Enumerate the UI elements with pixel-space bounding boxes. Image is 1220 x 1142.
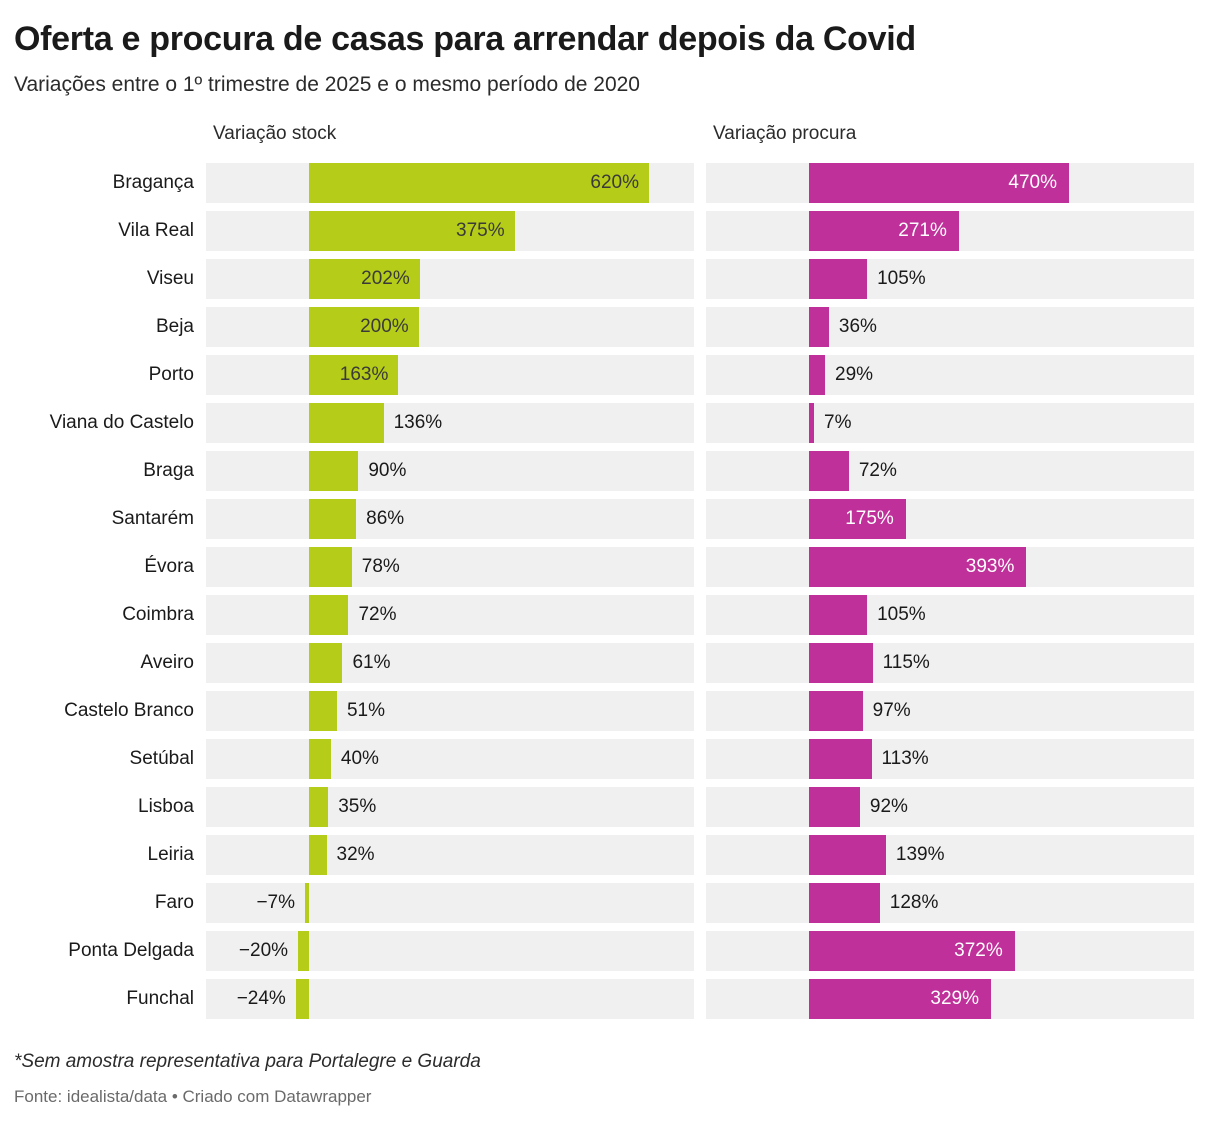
bar-track-stock-2 (206, 259, 694, 299)
bar-stock-5[interactable] (309, 403, 384, 443)
column-headers (14, 123, 1206, 151)
row-label-16: Ponta Delgada (68, 940, 194, 962)
row-label-9: Coimbra (122, 604, 194, 626)
bar-value-procura-17: 329% (930, 988, 979, 1010)
table-row (14, 447, 1206, 495)
row-label-4: Porto (148, 364, 194, 386)
bar-value-procura-7: 175% (845, 508, 894, 530)
bar-track-procura-14 (706, 835, 1194, 875)
bar-value-stock-10: 61% (352, 652, 391, 674)
bar-value-stock-14: 32% (336, 844, 375, 866)
bar-track-procura-4 (706, 355, 1194, 395)
bar-track-stock-1 (206, 211, 694, 251)
row-label-14: Leiria (147, 844, 194, 866)
row-label-13: Lisboa (138, 796, 194, 818)
bar-track-procura-10 (706, 643, 1194, 683)
bar-track-stock-16 (206, 931, 694, 971)
row-label-3: Beja (155, 316, 194, 338)
bar-stock-10[interactable] (309, 643, 342, 683)
bar-track-stock-4 (206, 355, 694, 395)
column-header-stock: Variação stock (213, 123, 337, 145)
bar-value-stock-15: −7% (256, 892, 295, 914)
bar-value-stock-0: 620% (590, 172, 639, 194)
bar-track-stock-17 (206, 979, 694, 1019)
bar-procura-15[interactable] (809, 883, 880, 923)
bar-track-stock-13 (206, 787, 694, 827)
bar-track-stock-6 (206, 451, 694, 491)
bar-value-procura-8: 393% (965, 556, 1015, 578)
table-row (14, 879, 1206, 927)
footnote: *Sem amostra representativa para Portalegre e Guarda (14, 1051, 481, 1073)
bar-procura-11[interactable] (809, 691, 863, 731)
bar-track-stock-11 (206, 691, 694, 731)
bar-track-procura-7 (706, 499, 1194, 539)
bar-track-procura-1 (706, 211, 1194, 251)
bar-track-procura-17 (706, 979, 1194, 1019)
bar-value-procura-11: 97% (872, 700, 911, 722)
row-label-11: Castelo Branco (64, 700, 194, 722)
table-row (14, 975, 1206, 1023)
column-header-procura: Variação procura (713, 123, 857, 145)
table-row (14, 735, 1206, 783)
bar-stock-15[interactable] (305, 883, 309, 923)
bar-track-stock-0 (206, 163, 694, 203)
bar-value-stock-17: −24% (236, 988, 286, 1010)
bar-track-stock-5 (206, 403, 694, 443)
table-row (14, 783, 1206, 831)
bar-value-procura-2: 105% (877, 268, 926, 290)
bar-track-procura-2 (706, 259, 1194, 299)
bar-stock-12[interactable] (309, 739, 331, 779)
row-label-2: Viseu (146, 268, 194, 290)
bar-track-procura-0 (706, 163, 1194, 203)
bar-stock-11[interactable] (309, 691, 337, 731)
bar-track-stock-8 (206, 547, 694, 587)
row-label-1: Vila Real (118, 220, 194, 242)
bar-value-stock-9: 72% (358, 604, 397, 626)
bar-track-stock-10 (206, 643, 694, 683)
bar-value-procura-10: 115% (882, 652, 930, 674)
table-row (14, 303, 1206, 351)
bar-stock-16[interactable] (298, 931, 309, 971)
bar-track-procura-6 (706, 451, 1194, 491)
bar-stock-9[interactable] (309, 595, 348, 635)
row-label-6: Braga (143, 460, 194, 482)
bar-track-procura-16 (706, 931, 1194, 971)
bar-value-procura-0: 470% (1008, 172, 1057, 194)
bar-value-procura-3: 36% (838, 316, 877, 338)
row-label-8: Évora (144, 556, 194, 578)
bar-procura-13[interactable] (809, 787, 860, 827)
table-row (14, 255, 1206, 303)
row-label-17: Funchal (126, 988, 194, 1010)
bar-track-stock-3 (206, 307, 694, 347)
row-label-15: Faro (154, 892, 194, 914)
bar-procura-6[interactable] (809, 451, 849, 491)
table-row (14, 495, 1206, 543)
bar-procura-5[interactable] (809, 403, 814, 443)
bar-stock-8[interactable] (309, 547, 352, 587)
bar-value-procura-14: 139% (895, 844, 945, 866)
bar-procura-12[interactable] (809, 739, 872, 779)
row-label-7: Santarém (111, 508, 194, 530)
table-row (14, 399, 1206, 447)
bar-track-procura-13 (706, 787, 1194, 827)
table-row (14, 639, 1206, 687)
bar-value-procura-9: 105% (877, 604, 926, 626)
bar-stock-13[interactable] (309, 787, 328, 827)
table-row (14, 543, 1206, 591)
table-row (14, 927, 1206, 975)
bar-track-procura-12 (706, 739, 1194, 779)
bar-track-stock-12 (206, 739, 694, 779)
bar-value-procura-4: 29% (835, 364, 874, 386)
row-label-5: Viana do Castelo (49, 412, 194, 434)
page-subtitle: Variações entre o 1º trimestre de 2025 e o mesmo período de 2020 (14, 73, 640, 97)
bar-value-stock-11: 51% (346, 700, 385, 722)
table-row (14, 831, 1206, 879)
bar-value-stock-2: 202% (361, 268, 410, 290)
bar-value-stock-7: 86% (366, 508, 405, 530)
bar-value-stock-6: 90% (368, 460, 407, 482)
bar-track-stock-15 (206, 883, 694, 923)
bar-track-stock-9 (206, 595, 694, 635)
bar-procura-2[interactable] (809, 259, 867, 299)
bar-procura-4[interactable] (809, 355, 825, 395)
bar-procura-9[interactable] (809, 595, 867, 635)
table-row (14, 591, 1206, 639)
bar-value-procura-12: 113% (881, 748, 929, 770)
bar-value-procura-1: 271% (898, 220, 947, 242)
bar-stock-17[interactable] (296, 979, 309, 1019)
bar-value-stock-13: 35% (338, 796, 377, 818)
bar-track-procura-9 (706, 595, 1194, 635)
bar-stock-7[interactable] (309, 499, 356, 539)
bar-track-procura-15 (706, 883, 1194, 923)
chart-rows (14, 159, 1206, 1023)
bar-stock-14[interactable] (309, 835, 327, 875)
bar-value-stock-16: −20% (238, 940, 289, 962)
table-row (14, 159, 1206, 207)
row-label-0: Bragança (112, 172, 194, 194)
bar-value-procura-16: 372% (954, 940, 1003, 962)
bar-track-procura-5 (706, 403, 1194, 443)
bar-value-stock-8: 78% (361, 556, 400, 578)
bar-stock-6[interactable] (309, 451, 358, 491)
bar-value-procura-5: 7% (824, 412, 852, 434)
table-row (14, 351, 1206, 399)
bar-procura-3[interactable] (809, 307, 829, 347)
bar-track-procura-3 (706, 307, 1194, 347)
bar-value-stock-12: 40% (340, 748, 379, 770)
bar-track-stock-14 (206, 835, 694, 875)
bar-procura-10[interactable] (809, 643, 873, 683)
table-row (14, 687, 1206, 735)
page-title: Oferta e procura de casas para arrendar depois da Covid (14, 20, 916, 58)
bar-procura-14[interactable] (809, 835, 886, 875)
row-label-10: Aveiro (140, 652, 194, 674)
bar-value-stock-4: 163% (339, 364, 389, 386)
bar-track-procura-8 (706, 547, 1194, 587)
bar-value-stock-1: 375% (456, 220, 505, 242)
bar-value-procura-6: 72% (858, 460, 897, 482)
bar-value-stock-3: 200% (360, 316, 409, 338)
bar-value-procura-15: 128% (889, 892, 939, 914)
bar-track-procura-11 (706, 691, 1194, 731)
bar-track-stock-7 (206, 499, 694, 539)
table-row (14, 207, 1206, 255)
source-line: Fonte: idealista/data • Criado com Datawrapper (14, 1087, 372, 1107)
chart-area (14, 123, 1206, 1023)
row-label-12: Setúbal (129, 748, 194, 770)
bar-value-procura-13: 92% (869, 796, 908, 818)
bar-value-stock-5: 136% (393, 412, 443, 434)
